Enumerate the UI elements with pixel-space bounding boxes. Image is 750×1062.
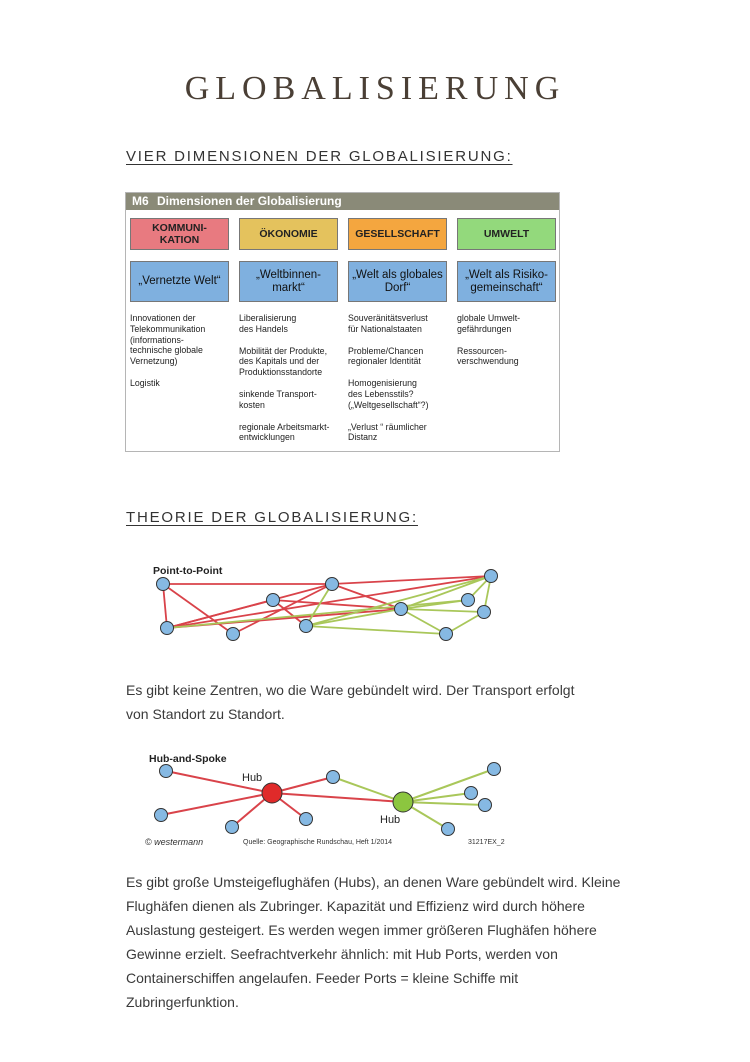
airport-node <box>442 823 455 836</box>
airport-node <box>327 771 340 784</box>
dimension-item: Logistik <box>130 377 160 388</box>
hub-and-spoke-description: Es gibt große Umsteigeflughäfen (Hubs), an denen Ware gebündelt wird. Kleine Flughäfen dienen als Zubringer. Kapazität und Effizienz wird durch höhere Auslastung gesteigert. Es werden wegen immer größeren Flughäfen höhere Gewinne erzielt. Seefrachtverkehr ähnlich: mit Hub Ports, werden von Containerschiffen angelaufen. Feeder Ports = kleine Schiffe mit Zubringerfunktion. <box>126 874 621 1010</box>
hub-node-green <box>393 792 413 812</box>
airport-node <box>465 787 478 800</box>
spoke-line <box>403 769 494 802</box>
dimension-item: sinkende Transport- kosten <box>239 388 317 410</box>
hub-and-spoke-label: Hub-and-Spoke <box>149 753 227 765</box>
spoke-line <box>161 793 272 815</box>
source-label: Quelle: Geographische Rundschau, Heft 1/2014 <box>243 839 393 846</box>
dimension-box: UMWELT <box>457 218 556 250</box>
airport-node <box>160 765 173 778</box>
dimension-box: KOMMUNI- KATION <box>130 218 229 250</box>
hub-label-2: Hub <box>380 814 401 826</box>
airport-node <box>488 763 501 776</box>
dimension-item: Probleme/Chancen regionaler Identität <box>348 345 424 367</box>
dimension-item: globale Umwelt- gefährdungen <box>457 313 521 334</box>
section-heading-theory: THEORIE DER GLOBALISIERUNG: <box>126 509 418 526</box>
dimension-box: ÖKONOMIE <box>239 218 338 250</box>
slogan-box: „Weltbinnen- markt“ <box>239 261 338 302</box>
dimension-item: Liberalisierung des Handels <box>239 313 297 334</box>
dimension-item: Ressourcen- verschwendung <box>457 345 519 367</box>
dimension-item: Innovationen der Telekommunikation (informations- technische globale Vernetzung) <box>130 313 206 367</box>
dimension-item: „Verlust “ räumlicher Distanz <box>348 421 427 443</box>
slogan-box: „Welt als globales Dorf“ <box>348 261 447 302</box>
point-to-point-label: Point-to-Point <box>153 565 223 577</box>
airport-node <box>226 821 239 834</box>
airport-node <box>155 809 168 822</box>
airport-node <box>479 799 492 812</box>
figure-label: M6 <box>132 194 149 208</box>
spoke-line <box>403 802 485 805</box>
airport-node <box>300 813 313 826</box>
page-title: GLOBALISIERUNG <box>184 70 566 107</box>
dimension-box: GESELLSCHAFT <box>348 218 447 250</box>
dimension-item: regionale Arbeitsmarkt- entwicklungen <box>239 421 330 443</box>
dimension-item: Souveränitätsverlust für Nationalstaaten <box>348 313 428 334</box>
figure-code: 31217EX_2 <box>468 839 505 846</box>
spoke-line <box>166 771 272 793</box>
dimension-item: Mobilität der Produkte, des Kapitals und der Produktionsstandorte <box>239 345 328 378</box>
slogan-box: „Welt als Risiko- gemeinschaft“ <box>457 261 556 302</box>
hub-label-1: Hub <box>242 772 263 784</box>
figure-title: Dimensionen der Globalisierung <box>157 194 342 208</box>
hub-node-red <box>262 783 282 803</box>
publisher-label: © westermann <box>145 837 204 847</box>
slogan-box: „Vernetzte Welt“ <box>130 261 229 302</box>
dimension-item: Homogenisierung des Lebensstils? („Weltgesellschaft“?) <box>348 378 429 410</box>
section-heading-dimensions: VIER DIMENSIONEN DER GLOBALISIERUNG: <box>126 148 513 165</box>
point-to-point-description: Es gibt keine Zentren, wo die Ware gebündelt wird. Der Transport erfolgt von Standort zu Standort. <box>126 682 575 722</box>
